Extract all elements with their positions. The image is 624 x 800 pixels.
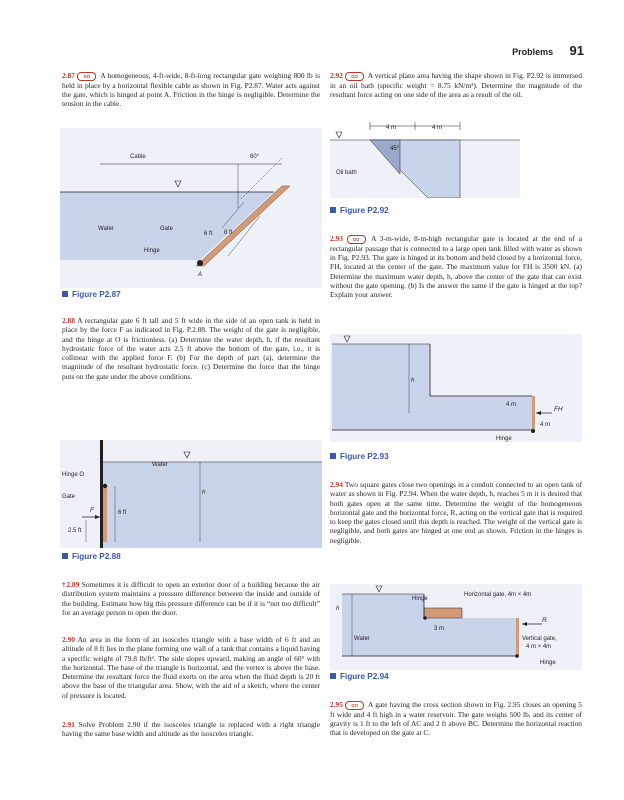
problem-text: A homogeneous, 4-ft-wide, 8-ft-long rectangular gate weighing 800 lb is held in place by a horizontal flexible cable as shown in Fig. P2.87. Water acts against the gate, which is hinged at point A. Friction in the hinge is negligible. Determine the tension in the cable. xyxy=(62,71,320,109)
horizontal-gate-shape xyxy=(424,608,462,618)
figure-p2-93-caption: Figure P2.93 xyxy=(330,452,389,461)
caption-square-icon xyxy=(62,291,68,297)
hinge-label: Hinge xyxy=(412,596,428,602)
force-fh-label: FH xyxy=(554,406,563,413)
water-label: Water xyxy=(98,226,114,232)
figure-p2-88-caption: Figure P2.88 xyxy=(62,552,121,561)
oil-bath-label: Oil bath xyxy=(336,170,357,176)
depth-h-label: h xyxy=(411,378,415,384)
problem-number: 2.94 xyxy=(330,480,343,489)
figure-p2-87-diagram xyxy=(60,128,322,288)
problem-2-92 xyxy=(330,71,582,99)
problem-2-95 xyxy=(330,700,582,738)
water-region xyxy=(102,462,322,548)
problem-number: 2.93 xyxy=(330,234,343,243)
tank-wall xyxy=(100,440,103,548)
problem-text: A 3-m-wide, 8-m-high rectangular gate is located at the end of a rectangular passage that is connected to a large open tank filled with water as shown in Fig. P2.93. The gate is hinged at its bottom and held closed by a horizontal force, FH, located at the center of the gate. The maximum value for FH is 3500 kN. (a) Determine the maximum water depth, h, above the center of the gate that can exist without the gate opening. (b) Is the answer the same if the gate is hinged at the top? Explain your answer. xyxy=(330,234,582,300)
hinge-o-icon xyxy=(103,484,107,488)
go-badge-icon: GO xyxy=(347,235,366,244)
problem-text: Solve Problem 2.90 if the isosceles triangle is replaced with a right triangle having the same base width and altitude as the isosceles triangle. xyxy=(62,720,320,739)
dim-8ft: 8 ft xyxy=(224,230,233,236)
problem-number: 2.87 xyxy=(62,71,75,80)
dim-4m-a: 4 m xyxy=(506,402,517,408)
dim-6ft: 6 ft xyxy=(204,231,213,237)
problem-text: A gate having the cross section shown in Fig. 2.95 closes an opening 5 ft wide and 4 ft high in a water reservoir. The gate weighs 500 lb, and its center of gravity is 1 ft to the left of AC and 2 ft above BC. Determine the horizontal reaction that is developed on the gate at C. xyxy=(330,700,582,738)
section-title: Problems xyxy=(512,47,554,57)
problem-2-87 xyxy=(62,71,320,109)
go-badge-icon: GO xyxy=(77,72,96,81)
problem-number: 2.88 xyxy=(62,316,75,325)
page-number: 91 xyxy=(569,43,584,58)
go-badge-icon: GO xyxy=(345,701,364,710)
dim-4m-b: 4 m xyxy=(540,422,551,428)
page-header xyxy=(512,42,584,60)
problem-2-91 xyxy=(62,720,320,739)
gate-shape xyxy=(103,486,107,542)
caption-square-icon xyxy=(330,453,336,459)
caption-square-icon xyxy=(330,673,336,679)
force-label: F xyxy=(90,507,94,514)
problem-2-90 xyxy=(62,635,320,700)
problem-number: †2.89 xyxy=(62,580,80,589)
dim-2-5ft: 2.5 ft xyxy=(68,528,82,534)
depth-h-label: h xyxy=(336,606,340,612)
figure-p2-93-diagram xyxy=(330,334,582,442)
figure-p2-87-caption: Figure P2.87 xyxy=(62,290,121,299)
go-badge-icon: GO xyxy=(345,72,364,81)
dim-4m-a: 4 m xyxy=(386,125,397,131)
dim-6ft: 6 ft xyxy=(118,510,127,516)
gate-shape xyxy=(532,396,535,430)
figure-p2-94-diagram xyxy=(330,584,582,670)
problem-2-89 xyxy=(62,580,320,617)
problem-number: 2.91 xyxy=(62,720,75,729)
problem-number: 2.92 xyxy=(330,71,343,80)
free-surface-icon xyxy=(336,132,342,138)
hinge-label: Hinge O xyxy=(62,472,85,478)
vertical-gate-size: 4 m × 4m xyxy=(526,644,552,650)
caption-square-icon xyxy=(62,553,68,559)
problem-text: A vertical plane area having the shape shown in Fig. P2.92 is immersed in an oil bath (specific weight = 8.75 kN/m³). Determine the magnitude of the resultant force acting on one side of the area as a result of the oil. xyxy=(330,71,582,100)
problem-number: 2.95 xyxy=(330,700,343,709)
cable-label: Cable xyxy=(130,154,146,160)
problem-2-94 xyxy=(330,480,582,545)
problem-text: Two square gates close two openings in a conduit connected to an open tank of water as shown in Fig. P2.94. When the water depth, h, reaches 5 m it is desired that both gates open at the same time. Determine the weight of the homogeneous horizontal gate and the horizontal force, R, acting on the vertical gate that is required to keep the gates closed until this depth is reached. The weight of the vertical gate is negligible, and both gates are hinged at one end as shown. Friction in the hinges is negligible. xyxy=(330,480,582,545)
dim-3m: 3 m xyxy=(434,626,445,632)
figure-p2-92-diagram xyxy=(330,118,520,198)
dim-4m-b: 4 m xyxy=(432,125,443,131)
gate-label: Gate xyxy=(62,494,76,500)
problem-number: 2.90 xyxy=(62,635,75,644)
water-label: Water xyxy=(354,636,370,642)
force-r-label: R xyxy=(542,617,547,624)
figure-p2-88-diagram xyxy=(60,440,322,548)
hinge-label: Hinge xyxy=(144,248,160,254)
horizontal-gate-label: Horizontal gate, 4m × 4m xyxy=(464,592,532,598)
water-label: Water xyxy=(152,462,168,468)
problem-2-88 xyxy=(62,316,320,381)
hinge-label: Hinge xyxy=(496,436,512,442)
figure-p2-94-caption: Figure P2.94 xyxy=(330,672,389,681)
hinge-icon xyxy=(531,429,535,433)
vertical-gate-label: Vertical gate, xyxy=(522,636,557,642)
angle-label: 45° xyxy=(390,146,400,152)
problem-2-93 xyxy=(330,234,582,300)
angle-label: 60° xyxy=(250,154,260,160)
point-a-label: A xyxy=(198,272,203,278)
problem-text: An area in the form of an isosceles triangle with a base width of 6 ft and an altitude of 8 ft lies in the plane forming one wall of a tank that contains a liquid having a specific weight of 79.8 lb/ft³. The side slopes upward, making an angle of 60° with the horizontal. The base of the triangle is horizontal, and the vertex is above the base. Determine the resultant force the fluid exerts on the area when the fluid depth is 20 ft above the base of the triangular area. Show, with the aid of a sketch, where the center of pressure is located. xyxy=(62,635,321,700)
depth-h-label: h xyxy=(202,490,206,496)
problem-text: A rectangular gate 6 ft tall and 5 ft wide in the side of an open tank is held in place by the force F as indicated in Fig. P.2.88. The weight of the gate is negligible, and the hinge at O is frictionless. (a) Determine the water depth, h, if the resultant hydrostatic force of the water acts 2.5 ft above the bottom of the gate, i.e., it is collinear with the applied force F. (b) For the depth of part (a), determine the magnitude of the resultant hydrostatic force. (c) Determine the force that the hinge puts on the gate under the above conditions. xyxy=(62,316,320,381)
figure-p2-92-caption: Figure P2.92 xyxy=(330,206,389,215)
problem-text: Sometimes it is difficult to open an exterior door of a building because the air distribution system maintains a pressure difference between the inside and outside of the building. Estimate how big this pressure difference can be if it is “not too difficult” for an average person to open the door. xyxy=(62,580,320,617)
vertical-gate-shape xyxy=(516,618,519,656)
gate-label: Gate xyxy=(160,226,174,232)
caption-square-icon xyxy=(330,207,336,213)
hinge-point-icon xyxy=(197,260,203,266)
hinge-label-2: Hinge xyxy=(540,660,556,666)
